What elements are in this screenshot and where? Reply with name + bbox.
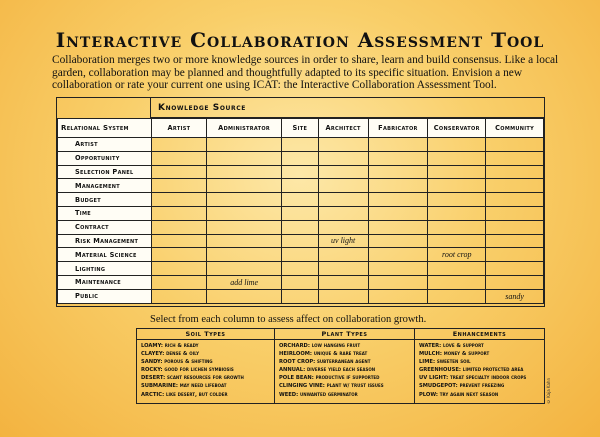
plant-type-item: ANNUAL: diverse yield each season [279,367,376,374]
plant-type-item: POLE BEAN: productive if supported [279,375,380,382]
grid-row [58,165,544,179]
grid-cell[interactable] [281,248,318,262]
legend-header-plant: Plant Types [275,329,415,340]
grid-corner [57,98,151,118]
grid-cell[interactable] [486,206,544,220]
enhancement-item: MULCH: money & support [419,351,490,358]
row-label: Budget [58,193,152,207]
soil-type-item: SUBMARINE: may need lifeboat [141,383,227,390]
grid-cell[interactable] [207,165,282,179]
plant-type-item: ROOT CROP: subterranean agent [279,359,371,366]
grid-row [58,220,544,234]
soil-type-item: CLAYEY: dense & oily [141,351,199,358]
grid-cell[interactable] [428,179,486,193]
grid-cell[interactable] [368,193,428,207]
grid-cell[interactable] [318,165,368,179]
grid-cell[interactable] [486,220,544,234]
enhancement-item: GREENHOUSE: limited protected area [419,367,524,374]
grid-cell[interactable] [318,262,368,276]
grid-row [58,248,544,262]
grid-cell[interactable] [368,206,428,220]
grid-cell[interactable] [428,151,486,165]
grid-cell[interactable] [318,151,368,165]
grid-cell[interactable] [281,151,318,165]
grid-row [58,179,544,193]
grid-cell[interactable] [368,165,428,179]
grid-cell[interactable] [486,248,544,262]
grid-cell[interactable] [207,193,282,207]
legend-table [136,328,545,404]
grid-row [58,262,544,276]
plant-type-item: CLINGING VINE: plant w/ trust issues [279,383,384,390]
grid-cell[interactable] [486,193,544,207]
grid-cell[interactable] [151,193,207,207]
grid-cell[interactable] [368,179,428,193]
grid-cell[interactable] [428,193,486,207]
grid-cell[interactable] [486,234,544,248]
grid-cell[interactable] [151,138,207,152]
grid-cell[interactable] [318,179,368,193]
row-label: Material Science [58,248,152,262]
grid-cell[interactable] [368,289,428,303]
grid-row [58,289,544,303]
page-title: Interactive Collaboration Assessment Tool [55,28,545,52]
enhancement-item: PLOW: try again next season [419,391,499,398]
plant-type-item: WEED: unwanted germinator [279,391,358,398]
grid-cell[interactable] [368,248,428,262]
grid-cell[interactable] [428,220,486,234]
column-header: Conservator [428,119,486,138]
grid-cell[interactable] [368,151,428,165]
grid-cell[interactable] [151,165,207,179]
intro-paragraph: Collaboration merges two or more knowledge sources in order to share, learn and build consensus. Like a local garden, collaboration may be planned and thoughtfully adapted to its specific situation. Envision a new collaboration or rate your current one using ICAT: the Interactive Collaboration Assessment Tool. [52,54,559,92]
grid-cell[interactable]: root crop [428,248,486,262]
credit-text: © Kaja Kahn [546,378,551,405]
row-label: Opportunity [58,151,152,165]
grid-cell[interactable]: sandy [486,289,544,303]
grid-cell[interactable] [281,262,318,276]
row-label: Artist [58,138,152,152]
row-label: Selection Panel [58,165,152,179]
enhancement-item: WATER: love & support [419,343,484,349]
plant-type-item: HEIRLOOM: unique & rare treat [279,351,368,358]
grid-cell[interactable] [281,138,318,152]
soil-type-item: DESERT: scant resources for growth [141,375,244,382]
grid-row [58,138,544,152]
grid-cell[interactable]: uv light [318,234,368,248]
grid-cell[interactable] [486,138,544,152]
grid-cell[interactable] [318,275,368,289]
grid-cell[interactable] [151,151,207,165]
column-header: Fabricator [368,119,428,138]
row-label: Contract [58,220,152,234]
row-label: Risk Management [58,234,152,248]
grid-cell[interactable] [368,138,428,152]
grid-cell[interactable] [428,289,486,303]
legend-instruction: Select from each column to assess affect on collaboration growth. [150,314,427,325]
assessment-table [57,118,544,304]
grid-cell[interactable] [207,206,282,220]
grid-cell[interactable] [207,138,282,152]
grid-cell[interactable] [281,193,318,207]
row-label: Public [58,289,152,303]
grid-cell[interactable] [428,275,486,289]
grid-row [58,193,544,207]
grid-cell[interactable] [318,248,368,262]
grid-cell[interactable] [486,179,544,193]
soil-type-item: ARCTIC: like desert, but colder [141,391,228,398]
plant-types-list [275,340,415,404]
grid-cell[interactable] [281,206,318,220]
grid-cell[interactable] [281,289,318,303]
grid-cell[interactable] [318,193,368,207]
grid-cell[interactable] [368,220,428,234]
enhancement-item: LIME: sweeten soil [419,359,471,366]
column-header: Administrator [207,119,282,138]
row-label: Maintenance [58,275,152,289]
grid-cell[interactable] [207,220,282,234]
grid-cell[interactable] [281,220,318,234]
assessment-grid [56,97,545,307]
grid-cell[interactable] [368,234,428,248]
grid-cell[interactable] [281,275,318,289]
relational-system-header: Relational System [58,119,152,138]
grid-cell[interactable] [281,234,318,248]
grid-cell[interactable] [151,289,207,303]
grid-row [58,275,544,289]
grid-cell[interactable] [281,165,318,179]
grid-row [58,234,544,248]
grid-cell[interactable]: add lime [207,275,282,289]
grid-cell[interactable] [151,262,207,276]
soil-type-item: ROCKY: good for lichen symbiosis [141,367,234,374]
grid-cell[interactable] [368,262,428,276]
grid-cell[interactable] [428,234,486,248]
soil-type-item: LOAMY: rich & ready [141,343,199,349]
enhancement-item: UV LIGHT: treat specialty indoor crops [419,375,527,382]
row-label: Lighting [58,262,152,276]
knowledge-source-header: Knowledge Source [151,98,544,118]
row-label: Time [58,206,152,220]
grid-cell[interactable] [281,179,318,193]
grid-cell[interactable] [151,248,207,262]
soil-types-list [137,340,275,404]
grid-cell[interactable] [486,262,544,276]
grid-cell[interactable] [428,165,486,179]
grid-row [58,151,544,165]
enhancements-list [415,340,545,404]
grid-row [58,206,544,220]
grid-cell[interactable] [207,179,282,193]
grid-cell[interactable] [428,138,486,152]
grid-cell[interactable] [151,234,207,248]
plant-type-item: ORCHARD: low hanging fruit [279,343,361,349]
grid-cell[interactable] [368,275,428,289]
grid-cell[interactable] [428,206,486,220]
grid-cell[interactable] [486,151,544,165]
grid-cell[interactable] [151,206,207,220]
grid-cell[interactable] [318,220,368,234]
column-header: Artist [151,119,207,138]
grid-cell[interactable] [318,138,368,152]
legend-header-soil: Soil Types [137,329,275,340]
grid-cell[interactable] [207,289,282,303]
column-header: Architect [318,119,368,138]
column-header-row [58,119,544,138]
grid-cell[interactable] [486,165,544,179]
enhancement-item: SMUDGEPOT: prevent freezing [419,383,505,390]
grid-cell[interactable] [207,234,282,248]
grid-cell[interactable] [318,206,368,220]
grid-cell[interactable] [207,262,282,276]
grid-cell[interactable] [486,275,544,289]
soil-type-item: SANDY: porous & shifting [141,359,213,366]
grid-cell[interactable] [207,151,282,165]
legend-header-enhancements: Enhancements [415,329,545,340]
grid-cell[interactable] [428,262,486,276]
column-header: Site [281,119,318,138]
column-header: Community [486,119,544,138]
row-label: Management [58,179,152,193]
grid-cell[interactable] [318,289,368,303]
grid-cell[interactable] [151,179,207,193]
grid-cell[interactable] [207,248,282,262]
grid-cell[interactable] [151,275,207,289]
grid-cell[interactable] [151,220,207,234]
